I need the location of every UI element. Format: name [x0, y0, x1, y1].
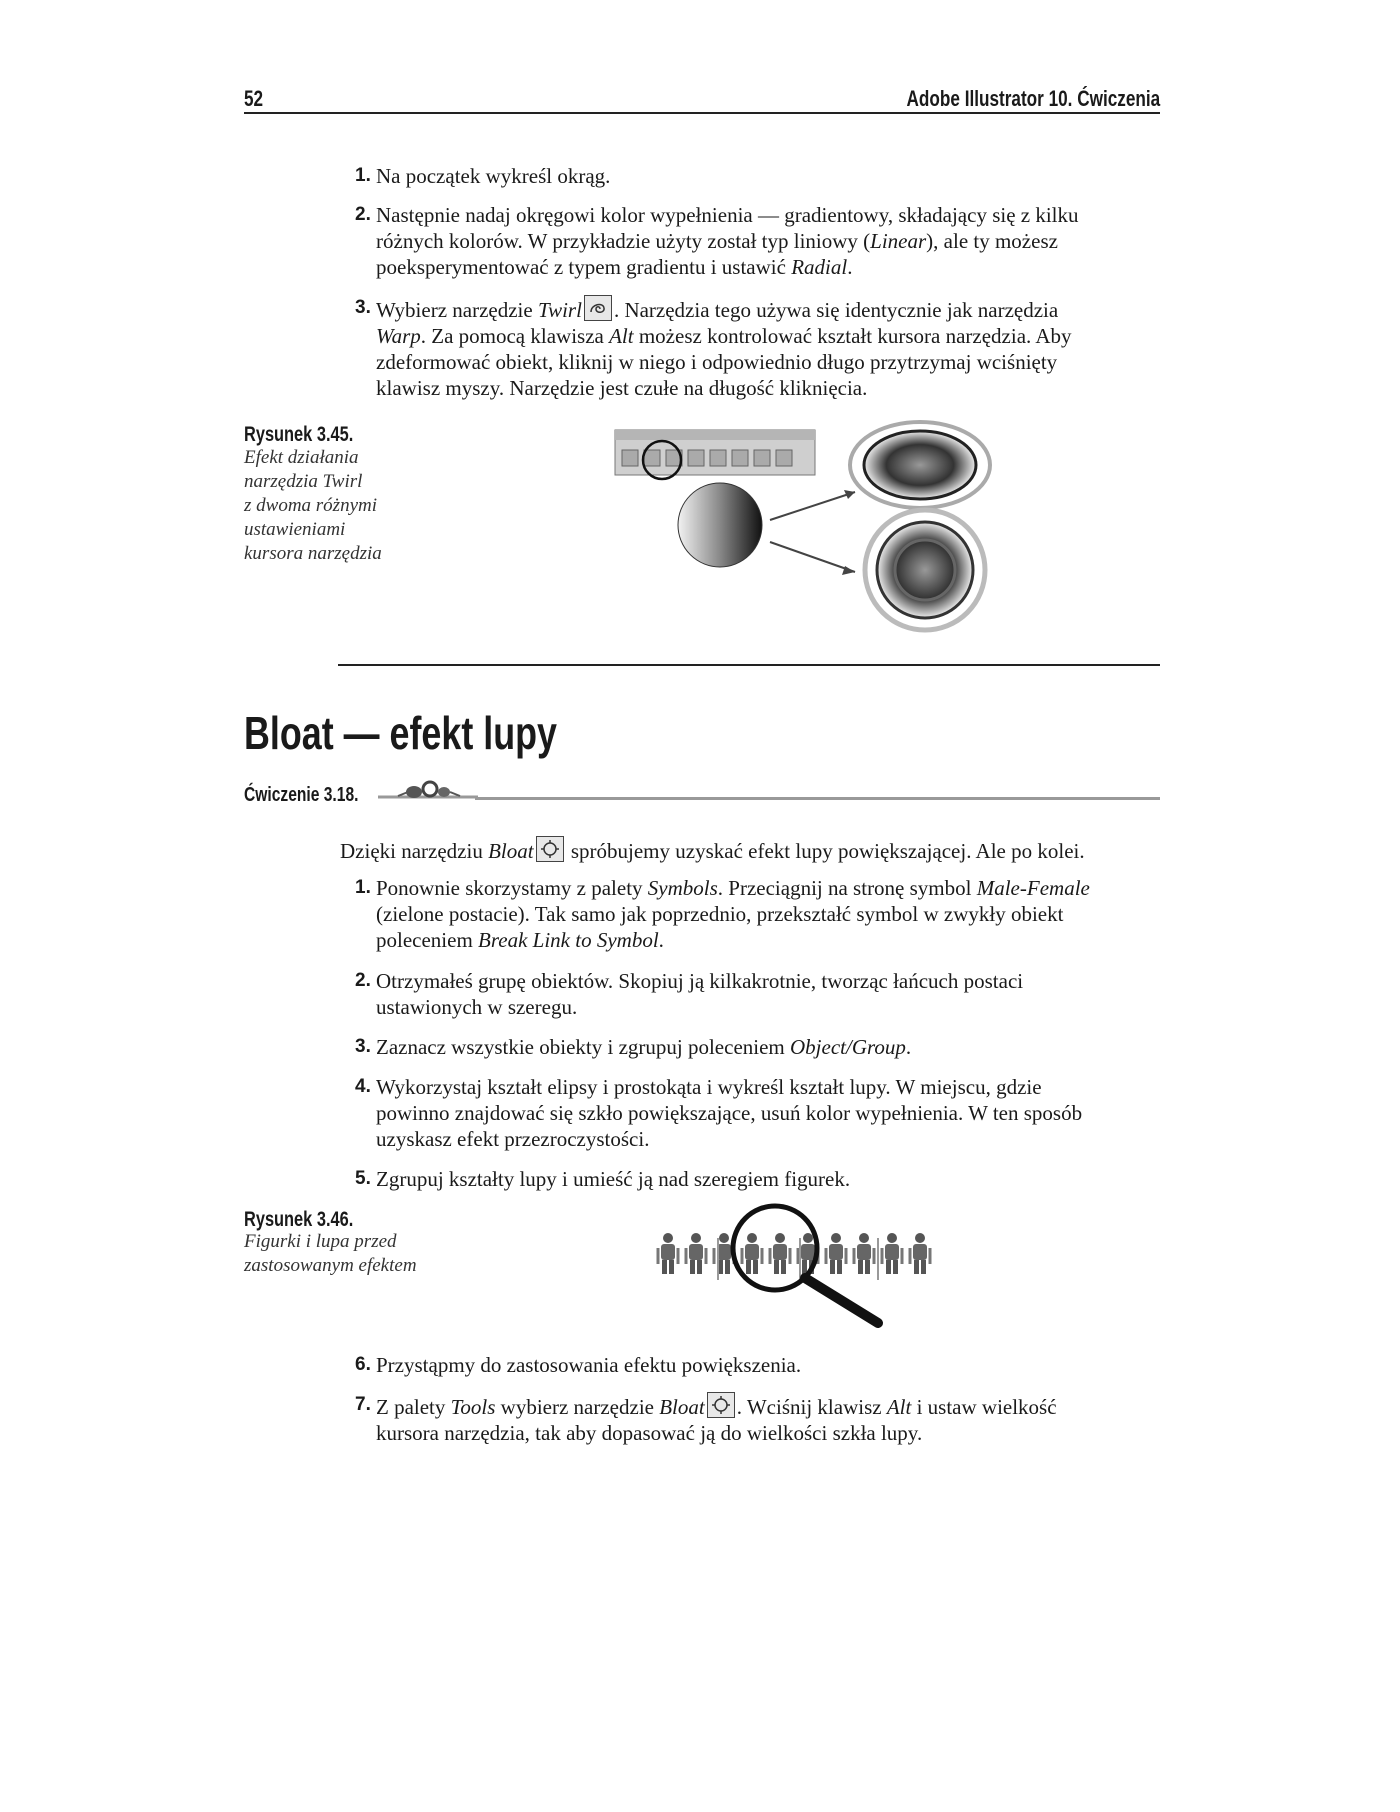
exercise-rule	[475, 797, 1160, 800]
bloat-tool-icon	[707, 1392, 735, 1418]
bloat-tool-icon	[536, 836, 564, 862]
list-item: 4. Wykorzystaj kształt elipsy i prostokąta i wykreśl kształt lupy. W miejscu, gdzie powinno znajdować się szkło powiększające, usuń kolor wypełnienia. W ten sposób uzyskasz efekt przezroczystości.	[355, 1075, 1083, 1151]
list-item: 6. Przystąpmy do zastosowania efektu powiększenia.	[355, 1353, 802, 1377]
header-rule	[244, 112, 1160, 114]
list-item: 2. Otrzymałeś grupę obiektów. Skopiuj ją kilkakrotnie, tworząc łańcuch postaci ustawionych w szeregu.	[355, 969, 1024, 1019]
section-title: Bloat — efekt lupy	[244, 707, 558, 759]
twirl-tool-icon	[584, 295, 612, 321]
difficulty-icon	[378, 780, 478, 804]
list-item: 7. Z palety Tools wybierz narzędzie Bloat . Wciśnij klawisz Alt i ustaw wielkość kursora narzędzia, tak aby dopasować ją do wielkości szkła lupy.	[355, 1394, 1057, 1445]
figure-caption: Figurki i lupa przed zastosowanym efektem	[244, 1231, 417, 1276]
figure-label: Rysunek 3.45.	[244, 423, 354, 446]
intro-paragraph: Dzięki narzędziu Bloat spróbujemy uzyskać efekt lupy powiększającej. Ale po kolei.	[340, 836, 1160, 864]
list-item: 2. Następnie nadaj okręgowi kolor wypełnienia — gradientowy, składający się z kilku różnych kolorów. W przykładzie użyty został typ liniowy (Linear), ale ty możesz poeksperymentować z typem gradientu i ustawić Radial.	[355, 203, 1079, 279]
figure-label: Rysunek 3.46.	[244, 1208, 354, 1231]
tool-palette	[615, 430, 815, 479]
list-item: 3. Wybierz narzędzie Twirl . Narzędzia tego używa się identycznie jak narzędzia Warp. Za pomocą klawisza Alt możesz kontrolować kształt kursora narzędzia. Aby zdeformować obiekt, kliknij w niego i odpowiednio długo przytrzymaj wciśnięty klawisz myszy. Narzędzie jest czułe na długość kliknięcia.	[355, 297, 1072, 400]
running-header-title: Adobe Illustrator 10. Ćwiczenia	[906, 86, 1160, 111]
twirl-effect-figure	[610, 420, 1010, 650]
list-item: 3. Zaznacz wszystkie obiekty i zgrupuj poleceniem Object/Group.	[355, 1035, 912, 1059]
list-item: 1. Na początek wykreśl okrąg.	[355, 164, 611, 188]
figure-caption: Efekt działania narzędzia Twirl z dwoma różnymi ustawieniami kursora narzędzia	[244, 447, 382, 564]
page-number: 52	[244, 86, 264, 111]
list-item: 5. Zgrupuj kształty lupy i umieść ją nad szeregiem figurek.	[355, 1167, 851, 1191]
magnifier-figures-figure	[650, 1198, 950, 1328]
exercise-label: Ćwiczenie 3.18.	[244, 784, 359, 806]
list-item: 1. Ponownie skorzystamy z palety Symbols. Przeciągnij na stronę symbol Male-Female (zielone postacie). Tak samo jak poprzednio, przekształć symbol w zwykły obiekt poleceniem Break Link to Symbol.	[355, 876, 1090, 952]
section-divider	[338, 664, 1160, 666]
